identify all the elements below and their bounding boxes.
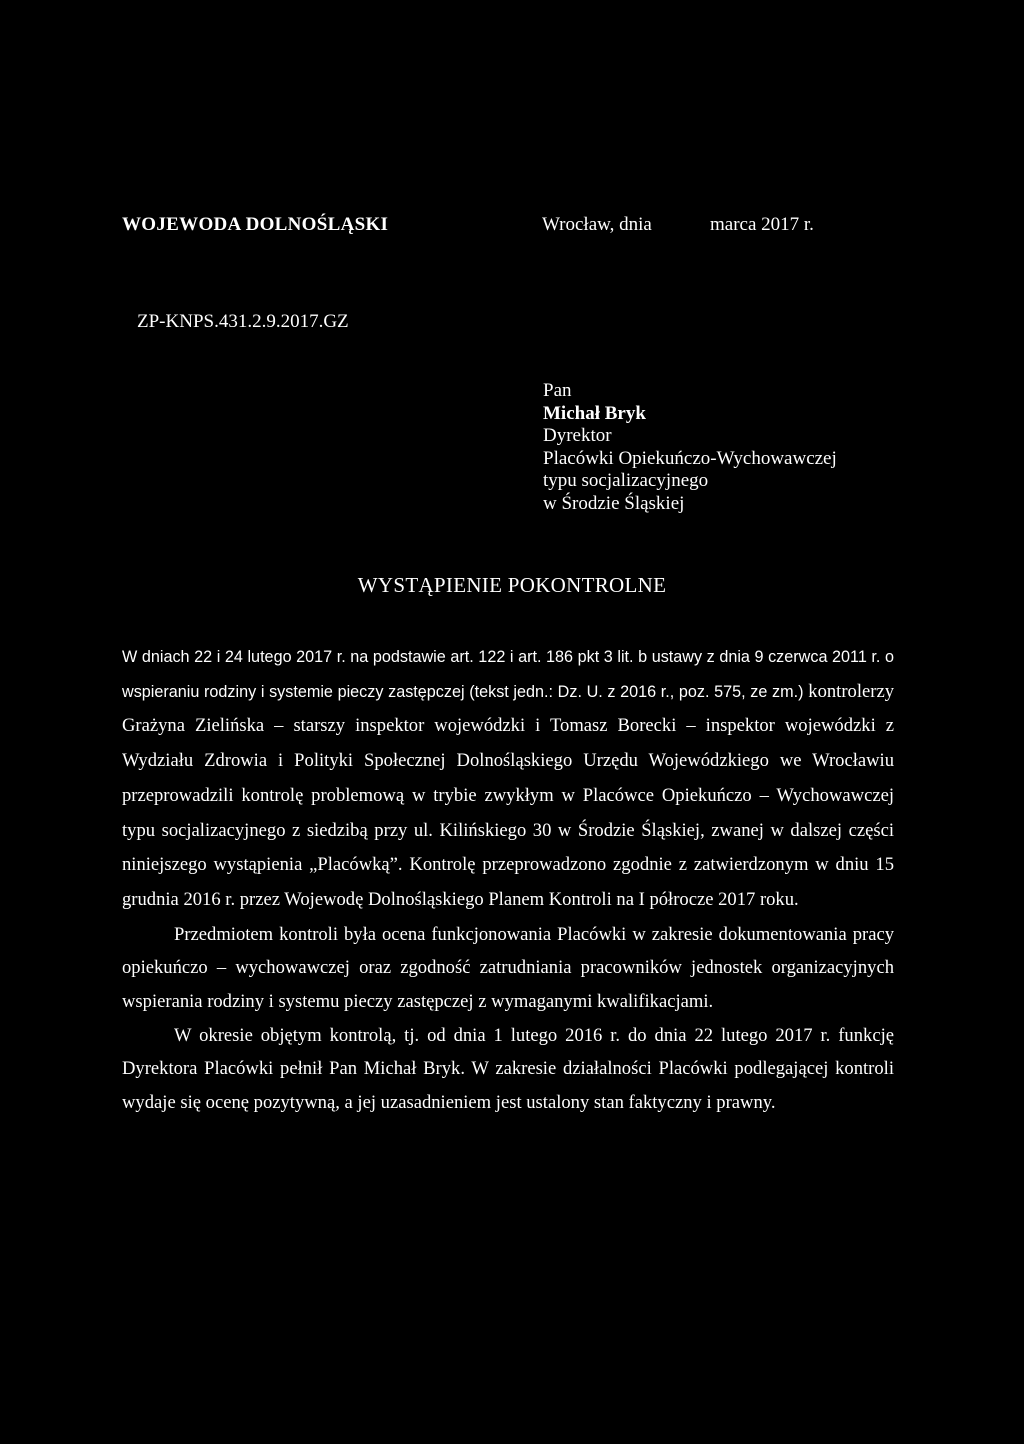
- addressee-position: Dyrektor: [543, 425, 612, 446]
- paragraph-1-continuation: kontrolerzy Grażyna Zielińska – starszy inspektor wojewódzki i Tomasz Borecki – inspektor wojewódzki z Wydziału Zdrowia i Polityki Społecznej Dolnośląskiego Urzędu Wojewódzkiego we Wrocławiu przeprowadzili kontrolę problemową w trybie zwykłym w Placówce Opiekuńczo – Wychowawczej typu socjalizacyjnego z siedzibą przy ul. Kilińskiego 30 w Środzie Śląskiej, zwanej w dalszej części niniejszego wystąpienia „Placówką”. Kontrolę przeprowadzono zgodnie z zatwierdzonym w dniu 15 grudnia 2016 r. przez Wojewodę Dolnośląskiego Planem Kontroli na I półrocze 2017 roku.: [122, 680, 894, 910]
- document-title: WYSTĄPIENIE POKONTROLNE: [357, 573, 667, 597]
- addressee-name: Michał Bryk: [543, 402, 646, 424]
- addressee-institution-line1: Placówki Opiekuńczo-Wychowawczej: [543, 447, 837, 469]
- paragraph-2: Przedmiotem kontroli była ocena funkcjonowania Placówki w zakresie dokumentowania pracy opiekuńczo – wychowawczej oraz zgodność zatrudniania pracowników jednostek organizacyjnych wspierania rodziny i systemu pieczy zastępczej z wymaganymi kwalifikacjami.: [122, 923, 894, 1013]
- paragraph-1: [122, 641, 894, 918]
- date-month-year: marca 2017 r.: [710, 214, 814, 235]
- addressee-institution-line3: w Środzie Śląskiej: [543, 492, 685, 514]
- addressee-block: [543, 380, 837, 515]
- reference-number: ZP-KNPS.431.2.9.2017.GZ: [137, 311, 349, 332]
- place-date-label: Wrocław, dnia: [542, 214, 652, 235]
- paragraph-3: W okresie objętym kontrolą, tj. od dnia 1 lutego 2016 r. do dnia 22 lutego 2017 r. funkcję Dyrektora Placówki pełnił Pan Michał Bryk. W zakresie działalności Placówki podlegającej kontroli wydaje się ocenę pozytywną, a jej uzasadnieniem jest ustalony stan faktyczny i prawny.: [122, 1024, 894, 1114]
- paragraph-1-legal-basis: W dniach 22 i 24 lutego 2017 r. na podstawie art. 122 i art. 186 pkt 3 lit. b ustawy z dnia 9 czerwca 2011 r. o wspieraniu rodziny i systemie pieczy zastępczej (tekst jedn.: Dz. U. z 2016 r., poz. 575, ze zm.): [122, 648, 894, 701]
- body-text: [122, 641, 894, 1120]
- letter-header: [122, 214, 902, 240]
- addressee-institution-line2: typu socjalizacyjnego: [543, 470, 709, 491]
- issuing-authority: WOJEWODA DOLNOŚLĄSKI: [122, 214, 389, 235]
- addressee-salutation: Pan: [543, 380, 572, 401]
